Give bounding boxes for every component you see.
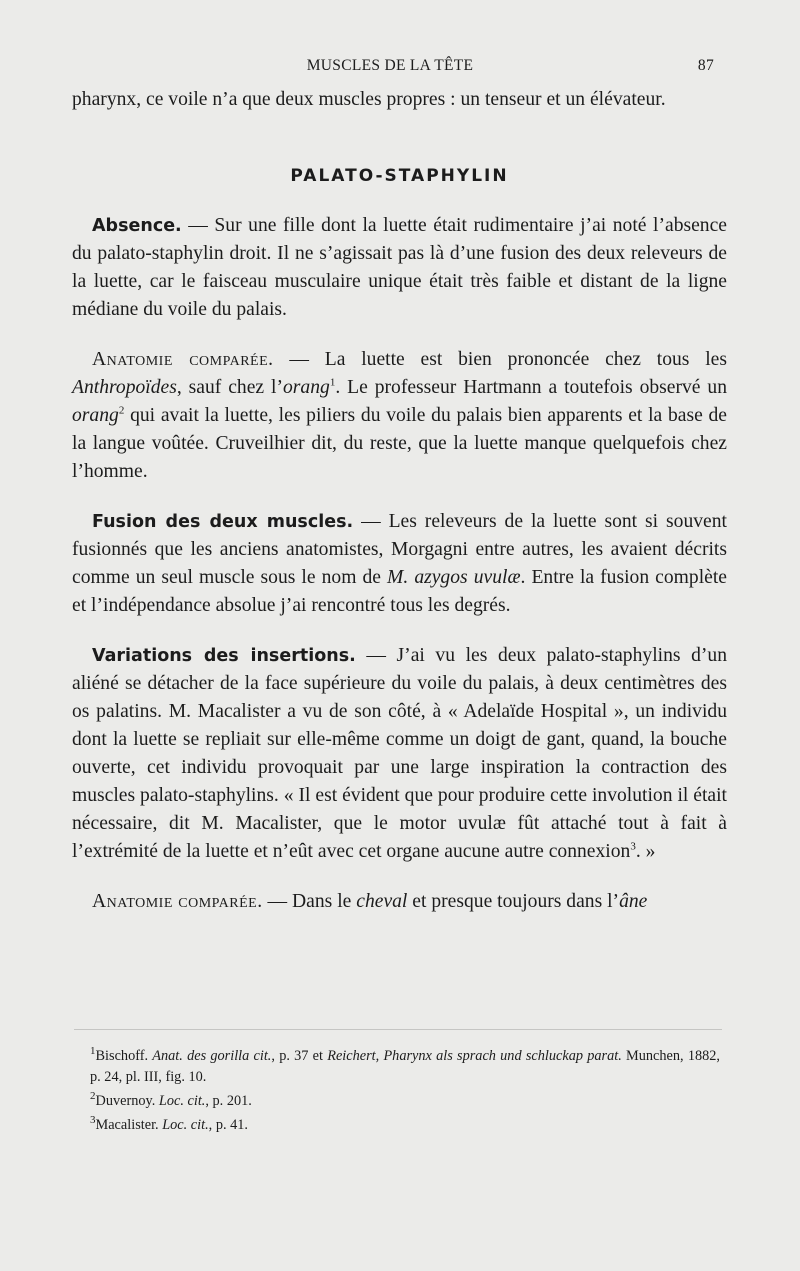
paragraph-fusion	[72, 508, 727, 620]
paragraph-variations	[72, 642, 727, 866]
footnote-ref: 2	[118, 404, 125, 417]
text-run: Munchen, 1882, p. 24, pl. III, fig. 10.	[90, 1048, 720, 1085]
text-run: — J’ai vu les deux palato-staphylins d’un aliéné se détacher de la face supérieure du voile du palais, à deux centimètres des os palatins. M. Macalister a vu de son côté, à « Adelaïde Hospital », un individu dont la luette se repliait sur elle-même comme un doigt de gant, quand, la bouche ouverte, cet individu provoquait par une large inspiration la contraction des muscles palato-staphylins. « Il est évident que pour produire cette involution il était nécessaire, dit M. Macalister, que le motor uvulæ fût attaché tout à fait à l’extrémité de la luette et n’eût avec cet organe aucune autre connexion	[72, 645, 728, 862]
footnote-ref: 1	[329, 376, 336, 389]
running-header	[70, 57, 714, 81]
text-run: Duvernoy.	[95, 1093, 159, 1109]
text-run: . Le professeur Hartmann a toutefois observé un	[335, 377, 728, 398]
paragraph-lead: Variations des insertions.	[92, 646, 356, 666]
paragraph-lead: Fusion des deux muscles.	[92, 512, 354, 532]
footnote-number: 2	[90, 1090, 96, 1103]
footnote-ref: 3	[630, 840, 636, 853]
paragraph-lead: Anatomie comparée.	[92, 349, 274, 370]
footnote-2	[90, 1091, 720, 1112]
main-text	[72, 86, 727, 916]
footnotes	[90, 1046, 720, 1136]
text-run: , sauf chez l’	[176, 377, 283, 398]
italic-run: orang	[72, 405, 119, 426]
text-run: Bischoff.	[95, 1048, 153, 1064]
footnote-number: 1	[90, 1045, 96, 1058]
section-title: PALATO-STAPHYLIN	[290, 166, 509, 186]
text-run: , p. 201.	[205, 1093, 252, 1109]
paragraph-text: — Sur une fille dont la luette était rudimentaire j’ai noté l’absence du palato-staphylin droit. Il ne s’agissait pas là d’une fusion des deux releveurs de la luette, car le faisceau musculaire unique était très faible et distant de la ligne médiane du voile du palais.	[72, 215, 727, 320]
footnote-divider	[74, 1029, 722, 1030]
text-run: — La luette est bien prononcée chez tous les	[273, 349, 727, 370]
intro-paragraph: pharynx, ce voile n’a que deux muscles propres : un tenseur et un élévateur.	[72, 89, 666, 110]
footnote-number: 3	[90, 1114, 96, 1127]
italic-run: âne	[619, 891, 648, 912]
italic-run: Loc. cit.	[162, 1117, 209, 1133]
text-run: , p. 37 et	[271, 1048, 328, 1064]
text-run: . Entre la fusion complète et l’indépendance absolue j’ai rencontré tous les degrés.	[72, 567, 727, 616]
footnote-3	[90, 1115, 720, 1136]
italic-run: cheval	[356, 891, 408, 912]
paragraph-absence	[72, 212, 727, 324]
paragraph-lead: Absence.	[92, 216, 182, 236]
page-number: 87	[697, 57, 714, 74]
italic-run: orang	[283, 377, 330, 398]
paragraph-lead: Anatomie comparée.	[92, 891, 263, 912]
italic-run: Anthropoïdes	[72, 377, 177, 398]
italic-run: Reichert, Pharynx als sprach und schluckap parat.	[327, 1048, 622, 1064]
text-run: et presque toujours dans l’	[407, 891, 620, 912]
text-run: — Les releveurs de la luette sont si souvent fusionnés que les anciens anatomistes, Morgagni entre autres, les avaient décrits comme un seul muscle sous le nom de	[72, 511, 727, 588]
italic-run: Anat. des gorilla cit.	[152, 1048, 272, 1064]
italic-run: Loc. cit.	[158, 1093, 206, 1109]
paragraph-anatomie-comparee-1	[72, 346, 727, 486]
text-run: . »	[635, 841, 656, 862]
text-run: — Dans le	[262, 891, 357, 912]
footnote-1	[90, 1046, 720, 1088]
text-run: qui avait la luette, les piliers du voile du palais bien apparents et la base de la langue voûtée. Cruveilhier dit, du reste, que la luette manque quelquefois chez l’homme.	[72, 405, 727, 482]
text-run: , p. 41.	[208, 1117, 248, 1133]
paragraph-anatomie-comparee-2	[72, 888, 727, 916]
running-title: MUSCLES DE LA TÊTE	[306, 57, 474, 74]
italic-run: M. azygos uvulæ	[387, 567, 521, 588]
text-run: Macalister.	[95, 1117, 163, 1133]
